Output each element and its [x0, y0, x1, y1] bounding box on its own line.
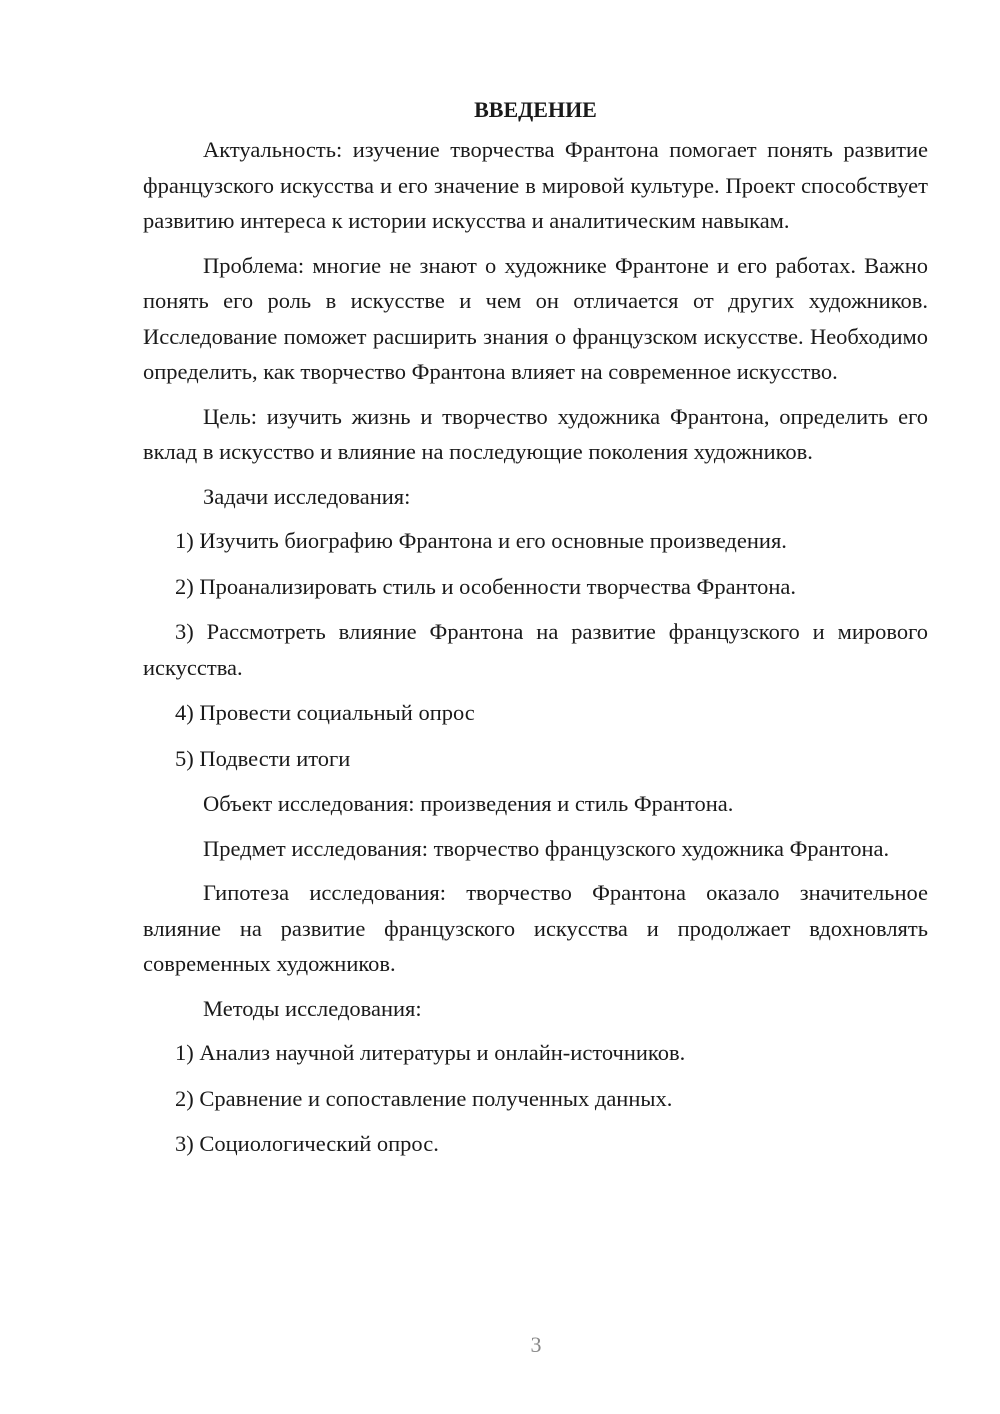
section-title: ВВЕДЕНИЕ — [474, 97, 597, 122]
hypothesis-paragraph: Гипотеза исследования: творчество Франтона оказало значительное влияние на развитие французского искусства и продолжает вдохновлять современных художников. — [143, 880, 928, 976]
subject-paragraph: Предмет исследования: творчество французского художника Франтона. — [203, 835, 890, 861]
page-number: 3 — [530, 1332, 542, 1357]
task-item: 2) Проанализировать стиль и особенности творчества Франтона. — [175, 573, 797, 599]
task-item: 1) Изучить биографию Франтона и его основные произведения. — [175, 528, 787, 553]
tasks-heading: Задачи исследования: — [203, 483, 411, 509]
method-item: 1) Анализ научной литературы и онлайн-источников. — [175, 1040, 686, 1065]
goal-paragraph: Цель: изучить жизнь и творчество художника Франтона, определить его вклад в искусство и влияние на последующие поколения художников. — [143, 403, 928, 464]
problem-paragraph: Проблема: многие не знают о художнике Франтоне и его работах. Важно понять его роль в искусстве и чем он отличается от других художников. Исследование поможет расширить знания о французском искусстве. Необходимо определить, как творчество Франтона влияет на современное искусство. — [143, 252, 928, 384]
task-item: 3) Рассмотреть влияние Франтона на развитие французского и мирового искусства. — [143, 619, 928, 680]
method-item: 2) Сравнение и сопоставление полученных данных. — [175, 1085, 673, 1111]
method-item: 3) Социологический опрос. — [175, 1131, 439, 1156]
task-item: 4) Провести социальный опрос — [175, 700, 475, 725]
task-item: 5) Подвести итоги — [175, 745, 351, 771]
methods-heading: Методы исследования: — [203, 995, 422, 1021]
object-paragraph: Объект исследования: произведения и стиль Франтона. — [203, 791, 734, 816]
document-body — [143, 92, 928, 1172]
relevance-paragraph: Актуальность: изучение творчества Франтона помогает понять развитие французского искусства и его значение в мировой культуре. Проект способствует развитию интереса к истории искусства и аналитическим навыкам. — [143, 137, 928, 233]
